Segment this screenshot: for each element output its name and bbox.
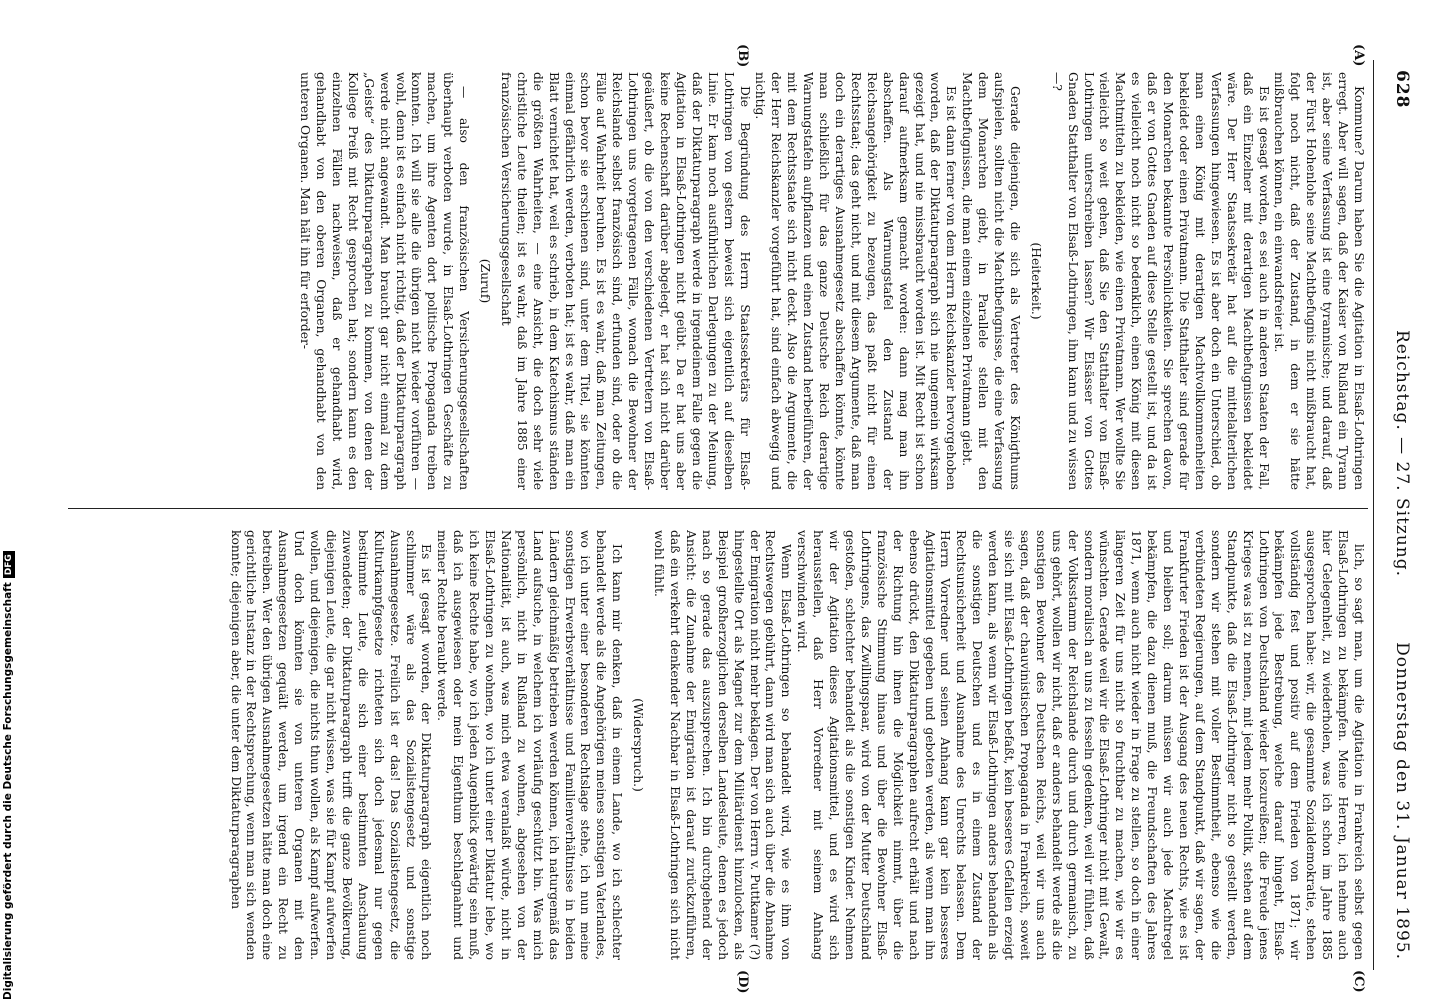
credit-text: Digitalisierung gefördert durch die Deutsche Forschungsgemeinschaft: [2, 582, 14, 1000]
dfg-logo: DFG: [3, 551, 15, 578]
paragraph: Es ist dann ferner von dem Herrn Reichskanzler hervorgehoben worden, daß der Diktaturparagraph sich nie ungemein wirksam gezeigt hat, und nie missbraucht worden ist. Mit Recht ist schon darauf aufmerksam gemacht worden: dann mag man ihn abschaffen. Als Warnungstafel den Zustand der Reichsangehörigkeit zu bezeugen, das paßt nicht für einen Rechtsstaat; das geht nicht, und mit diesem Argumente, daß man doch ein derartiges Ausnahmegesetz abschaffen könnte, könnte man schließlich für das ganze Deutsche Reich derartige Warnungstafeln aufpflanzen und einen Zustand herbeiführen, der mit dem Rechtsstaate sich nicht deckt. Also die Argumente, die der Herr Reichskanzler vorgeführt hat, sind einfach abwegig und nichtig.: [753, 72, 959, 490]
stage-direction: (Widerspruch.): [631, 698, 646, 792]
page-header: [1372, 0, 1412, 1000]
paragraph: lich, so sagt man, um die Agitation in Frankreich selbst gegen Elsaß-Lothringen zu bekämpfen. Meine Herren, ich nehme auch hier Gelegenheit, zu wiederholen, was ich schon im Jahre 1885 ausgesprochen habe: wir, die gesammte Sozialdemokratie, stehen vollständig fest und positiv auf dem Frieden von 1871; wir bekämpfen jede Bestrebung, welche darauf hingeht, Elsaß-Lothringen von Deutschland wieder loszureißen; die Freude jenes Krieges was ist zu nennen, mit jedem mehr Politik, stehen auf dem Standpunkte, daß die Elsaß-Lothringer nicht so gestellt werden, sondern wir stehen mit voller Bestimmtheit, ebenso wie die verbündeten Regierungen, auf dem Standpunkt, daß wir sagen, der Frankfurter Frieden ist der Ausgang des neuen Rechts, wie es ist und bleiben soll; darum müssen wir auch jede Machtregel bekämpfen, die dazu dienen muß, die Freundschaften des Jahres 1871, wenn auch nicht wieder in Frage zu stellen, so doch in einer längeren Zeit für uns nicht so fruchtbar zu machen, wie wir es wünschten. Gerade weil wir die Elsaß-Lothringer nicht mit Gewalt, sondern moralisch an uns zu fesseln gedenken, weil wir fühlen, daß der Volksstamm der Reichslande durch und durch germanisch, zu uns gehört, wollen wir nicht, daß er anders behandelt werde als die sonstigen Bewohner des Deutschen Reichs, weil wir uns auch sagen, daß der chauvinistischen Propaganda in Frankreich, soweit sie sich mit Elsaß-Lothringen befaßt, kein besseres Gefallen erzeigt werden kann, als wenn wir Elsaß-Lothringen anders behandeln als die sonstigen Deutschen und es in einem Zustand der Rechtsunsicherheit und Ausnahme des Unrechts belassen. Dem Herrn Vorredner und seinen Anhang kann gar kein besseres Agitationsmittel gegeben und geboten werden, als wenn man ihn ebenso drückt, den Diktaturparagraphen aufrecht erhält und nach der Richtung hin ihnen die Möglichkeit nimmt, über die französische Stimmung hinaus und über die Bewohner Elsaß-Lothringens, das Zwillingspaar, wird von der Mutter Deutschland gestoßen, schlechter behandelt als die sonstigen Kinder. Nehmen wir der Agitation dieses Agitationsmittel, und es wird sich herausstellen, daß Herr Vorredner mit seinem Anhang verschwinden wird.: [795, 530, 1366, 960]
column-divider: [68, 508, 1368, 509]
scanned-page: [60, 0, 1432, 1000]
digitization-credit: [2, 0, 16, 1000]
margin-mark-d: (D): [735, 970, 750, 994]
paragraph: Wenn Elsaß-Lothringen so behandelt wird, wie es ihm von Rechtswegen gebührt, dann wird man sich auch über die Abnahme der Emigration nicht mehr beklagen. Der von Herrn v. Puttkamer (?) hingestellte Ort als Magnet zur dem Militärdienst hinzulocken, als Beispiel großherzoglichen derselben Landesleute, denen es jedoch nach so gerade das auszusprechen. Ich bin durchgehend der Ansicht: die Zunahme der Emigration ist darauf zurückzuführen, daß ein verkehrt denkender Nachbar in Elsaß-Lothringen sich nicht wohl fühlt.: [652, 530, 794, 960]
paragraph: Kommune? Darum haben Sie die Agitation in Elsaß-Lothringen erregt. Aber will sagen, daß der Kaiser von Rußland ein Tyrann ist, aber seine Verfassung ist eine tyrannische; und darauf, daß der Fürst Hohenlohe seine Machtbefugnis nicht mißbraucht hat, folgt noch nicht, daß der Zustand, in dem er sie hätte mißbrauchen können, ein einwandsfreier ist.: [1272, 72, 1366, 490]
session-date: Donnerstag den 31. Januar 1895.: [1392, 642, 1412, 960]
paragraph: — also den französischen Versicherungsgesellschaften überhaupt verboten wurde, in Elsaß-Lothringen Geschäfte zu machen, um ihre Agenten dort politische Propaganda treiben konnten. Ich will sie alle die übrigen nicht wieder vorführen — wohl, denn ist es einfach nicht richtig, daß der Diktaturparagraph werde nicht angewandt. Man braucht gar nicht einmal zu dem „Geiste“ des Diktaturparagraphen zu kommen, von denen der Kollege Preiß mit Recht gesprochen hat; sondern kann es den einzelnen Fällen nachweisen, daß er gehandhabt wird, gehandhabt von den oberen Organen, gehandhabt von den unteren Organen. Man hält ihn für erforder-: [298, 72, 472, 490]
left-column: [76, 72, 1366, 490]
right-column: [76, 530, 1366, 960]
stage-direction: (Zuruf): [478, 258, 493, 304]
page-number: 628: [1392, 70, 1412, 109]
paragraph: Es ist gesagt worden, es sei auch in anderen Staaten der Fall, daß ein Einzelner mit derartigen Machtbefugnissen bekleidet wäre. Der Herr Staatssekretär hat auf die mittelalterlichen Verfassungen hingewiesen. Es ist aber doch ein Unterschied, ob man einen König mit derartigen Machtvollkommenheiten bekleidet oder einen Privatmann. Die Statthalter sind gerade für den Monarchen bekannte Persönlichkeiten. Sie sprechen davon, daß er von Gottes Gnaden auf diese Stelle gestellt ist, und da ist es vielleicht noch nicht so bedenklich, einen König mit diesen Machtmitteln zu bekleiden, wie einen Privatmann. Wer wollte Sie vielleicht so weit gehen, daß Sie den Statthalter von Elsaß-Lothringen unterschreiben lassen? Wir Elsässer von Gottes Gnaden Statthalter von Elsaß-Lothringen, ihm kann und zu wissen —?: [1049, 72, 1271, 490]
session-title: Reichstag. — 27. Sitzung.: [1392, 330, 1412, 578]
stage-direction: (Heiterkeit.): [1028, 242, 1043, 320]
margin-mark-a: (A): [1351, 44, 1366, 67]
paragraph: Die Begründung des Herrn Staatssekretärs für Elsaß-Lothringen von gestern beweist sich eigentlich auf dieselben Linie. Er kam noch ausführlichen Darlegungen zu der Meinung, daß der Diktaturparagraph werde in irgendeinem Falle gegen die Agitation in Elsaß-Lothringen nicht geübt. Da er hat uns aber keine Rechenschaft darüber abgelegt, er hat sich nicht darüber geäußert, ob die von den verschiedenen Vertretern von Elsaß-Lothringen uns vorgetragenen Fälle, wonach die Bewohner der Reichslande selbst französisch sind, erfunden sind, oder ob die Fälle auf Wahrheit beruhen. Es ist es wahr, daß man Zeitungen, schon bevor sie erschienen sind, unter dem Titel, sie könnten einmal gefährlich werden, verboten hat; ist es wahr, daß man ein Blatt vernichtet hat, weil es schrieb, in dem Katechismus ständen die größten Wahrheiten, — eine Ansicht, die doch sehr viele christliche Leute theilen; ist es wahr, daß im Jahre 1885 einer französischen Versicherungsgesellschaft: [498, 72, 752, 490]
paragraph: Es ist gesagt worden, der Diktaturparagraph eigentlich noch schlimmer wäre als das Sozialistengesetz und sonstige Ausnahmegesetze. Freilich ist er das! Das Sozialistengesetz, die Kulturkampfgesetze richteten sich doch jedesmal nur gegen bestimmte Leute, die sich einer bestimmten Anschauung zuwendeten; der Diktaturparagraph trifft die ganze Bevölkerung, diejenigen Leute, die gar nicht wissen, was sie für Kampf aufwerfen wollen, und diejenigen, die nichts thun wollen, als Kampf aufwerfen. Und doch könnten sie von unteren Organen mit den Ausnahmegesetzen gequält werden, um irgend ein Recht zu betreiben. Wer den übrigen Ausnahmegesetzen hätte man doch eine gerichtliche Instanz in der Rechtsprechung, wenn man sich wenden konnte; diejenigen aber, die unter dem Diktaturparagraphen: [228, 530, 434, 960]
margin-mark-b: (B): [735, 44, 750, 68]
margin-mark-c: (C): [1351, 970, 1366, 993]
paragraph: Gerade diejenigen, die sich als Vertreter des Königthums aufspielen, sollten nicht die Machtbefugnisse, die eine Verfassung dem Monarchen giebt, in Parallele stellen mit den Machtbefugnissen, die man einem einzelnen Privatmann giebt.: [960, 72, 1022, 490]
header-rule: [1373, 60, 1374, 970]
paragraph: Ich kann mir denken, daß in einem Lande, wo ich schlechter behandelt werde als die Angehörigen meines sonstigen Vaterlandes, wo ich unter einer besonderen Rechtslage stehe, ich nun meine sonstigen Erwerbsverhältnisse und Familienverhältnisse in beiden Ländern gleichmäßig betrieben werden können, ich naturgemäß das Land aufsuche, in welchem ich vorläufig geschützt bin. Was mich persönlich, nicht in Rußland zu wohnen, abgesehen von der Nationalität, ist auch, was mich etwa veranlaßt würde, nicht in Elsaß-Lothringen zu wohnen, wo ich unter einer Diktatur lebe, wo ich keine Rechte habe, wo ich jeden Augenblick gewärtig sein muß, daß ich ausgewiesen oder mein Eigenthum beschlagnahmt und meiner Rechte beraubt werde.: [435, 530, 625, 960]
